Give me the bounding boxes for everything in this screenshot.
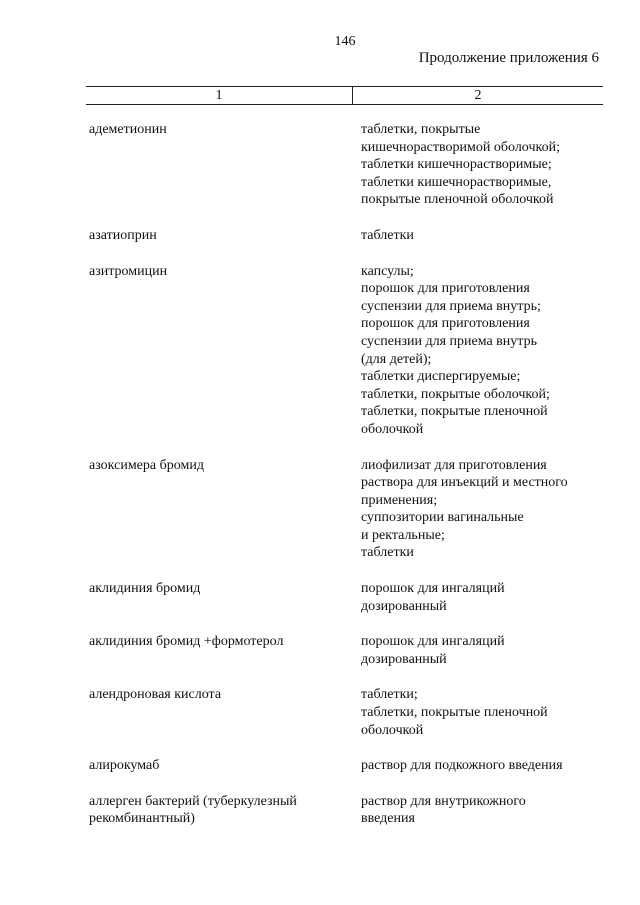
table-row [89,757,603,775]
table-body [89,121,603,828]
table-row [89,580,603,615]
dosage-form-line: дозированный [361,651,447,667]
page-number: 146 [334,34,356,49]
drug-name-line: аклидиния бромид +формотерол [89,634,284,650]
table-row [89,686,603,739]
drug-name-line: азоксимера бромид [89,457,204,473]
dosage-form-line: суспензии для приема внутрь; [361,298,541,314]
dosage-form-line: таблетки кишечнорастворимые; [361,157,552,173]
dosage-form-line: раствор для внутрикожного [361,793,526,809]
dosage-form-line: таблетки [361,227,414,243]
drug-name [89,227,361,245]
dosage-form-line: оболочкой [361,421,424,437]
dosage-form-line: и ректальные; [361,527,445,543]
table-row [89,457,603,563]
dosage-form-line: таблетки [361,545,414,561]
table-row [89,793,603,828]
drug-name-line: рекомбинантный) [89,811,195,827]
dosage-form-line: (для детей); [361,351,432,367]
appendix-title: Продолжение приложения 6 [418,50,599,66]
dosage-form-line: суспензии для приема внутрь [361,333,537,349]
table-header [86,86,603,105]
table-row [89,121,603,209]
dosage-form-line: порошок для приготовления [361,316,530,332]
dosage-form-line: таблетки кишечнорастворимые, [361,174,552,190]
dosage-forms [361,263,603,439]
dosage-form-line: суппозитории вагинальные [361,510,524,526]
dosage-forms [361,686,603,739]
dosage-forms [361,793,603,828]
drug-name [89,121,361,209]
dosage-forms [361,757,603,775]
drug-name [89,793,361,828]
drug-name [89,263,361,439]
table-row [89,263,603,439]
drug-name-line: аклидиния бромид [89,581,201,597]
drug-name [89,686,361,739]
dosage-form-line: таблетки, покрытые пленочной [361,404,548,420]
header-col-2: 2 [474,87,482,103]
table-row [89,633,603,668]
dosage-forms [361,633,603,668]
dosage-form-line: таблетки, покрытые оболочкой; [361,386,550,402]
dosage-form-line: кишечнорастворимой оболочкой; [361,139,560,155]
drug-name-line: азитромицин [89,263,168,279]
drug-name [89,457,361,563]
dosage-form-line: порошок для ингаляций [361,581,505,597]
dosage-forms [361,121,603,209]
drug-name-line: алендроновая кислота [89,687,222,703]
dosage-form-line: оболочкой [361,722,424,738]
header-col-1: 1 [86,87,353,104]
table-row [89,227,603,245]
dosage-forms [361,580,603,615]
dosage-form-line: введения [361,811,415,827]
drug-name [89,757,361,775]
dosage-form-line: дозированный [361,598,447,614]
dosage-form-line: таблетки, покрытые [361,122,481,137]
dosage-form-line: порошок для приготовления [361,281,530,297]
dosage-form-line: таблетки, покрытые пленочной [361,705,548,721]
dosage-forms [361,227,603,245]
drug-name-line: аллерген бактерий (туберкулезный [89,793,297,809]
drug-name [89,580,361,615]
dosage-form-line: таблетки диспергируемые; [361,369,521,385]
dosage-form-line: применения; [361,492,438,508]
dosage-form-line: капсулы; [361,263,414,279]
dosage-form-line: раствор для подкожного введения [361,758,563,774]
dosage-form-line: лиофилизат для приготовления [361,457,547,473]
drug-name-line: алирокумаб [89,758,160,774]
drug-name-line: азатиоприн [89,227,157,243]
dosage-forms [361,457,603,563]
dosage-form-line: раствора для инъекций и местного [361,475,568,491]
drug-name [89,633,361,668]
dosage-form-line: покрытые пленочной оболочкой [361,192,554,208]
dosage-form-line: порошок для ингаляций [361,634,505,650]
dosage-form-line: таблетки; [361,687,418,703]
drug-name-line: адеметионин [89,122,167,137]
